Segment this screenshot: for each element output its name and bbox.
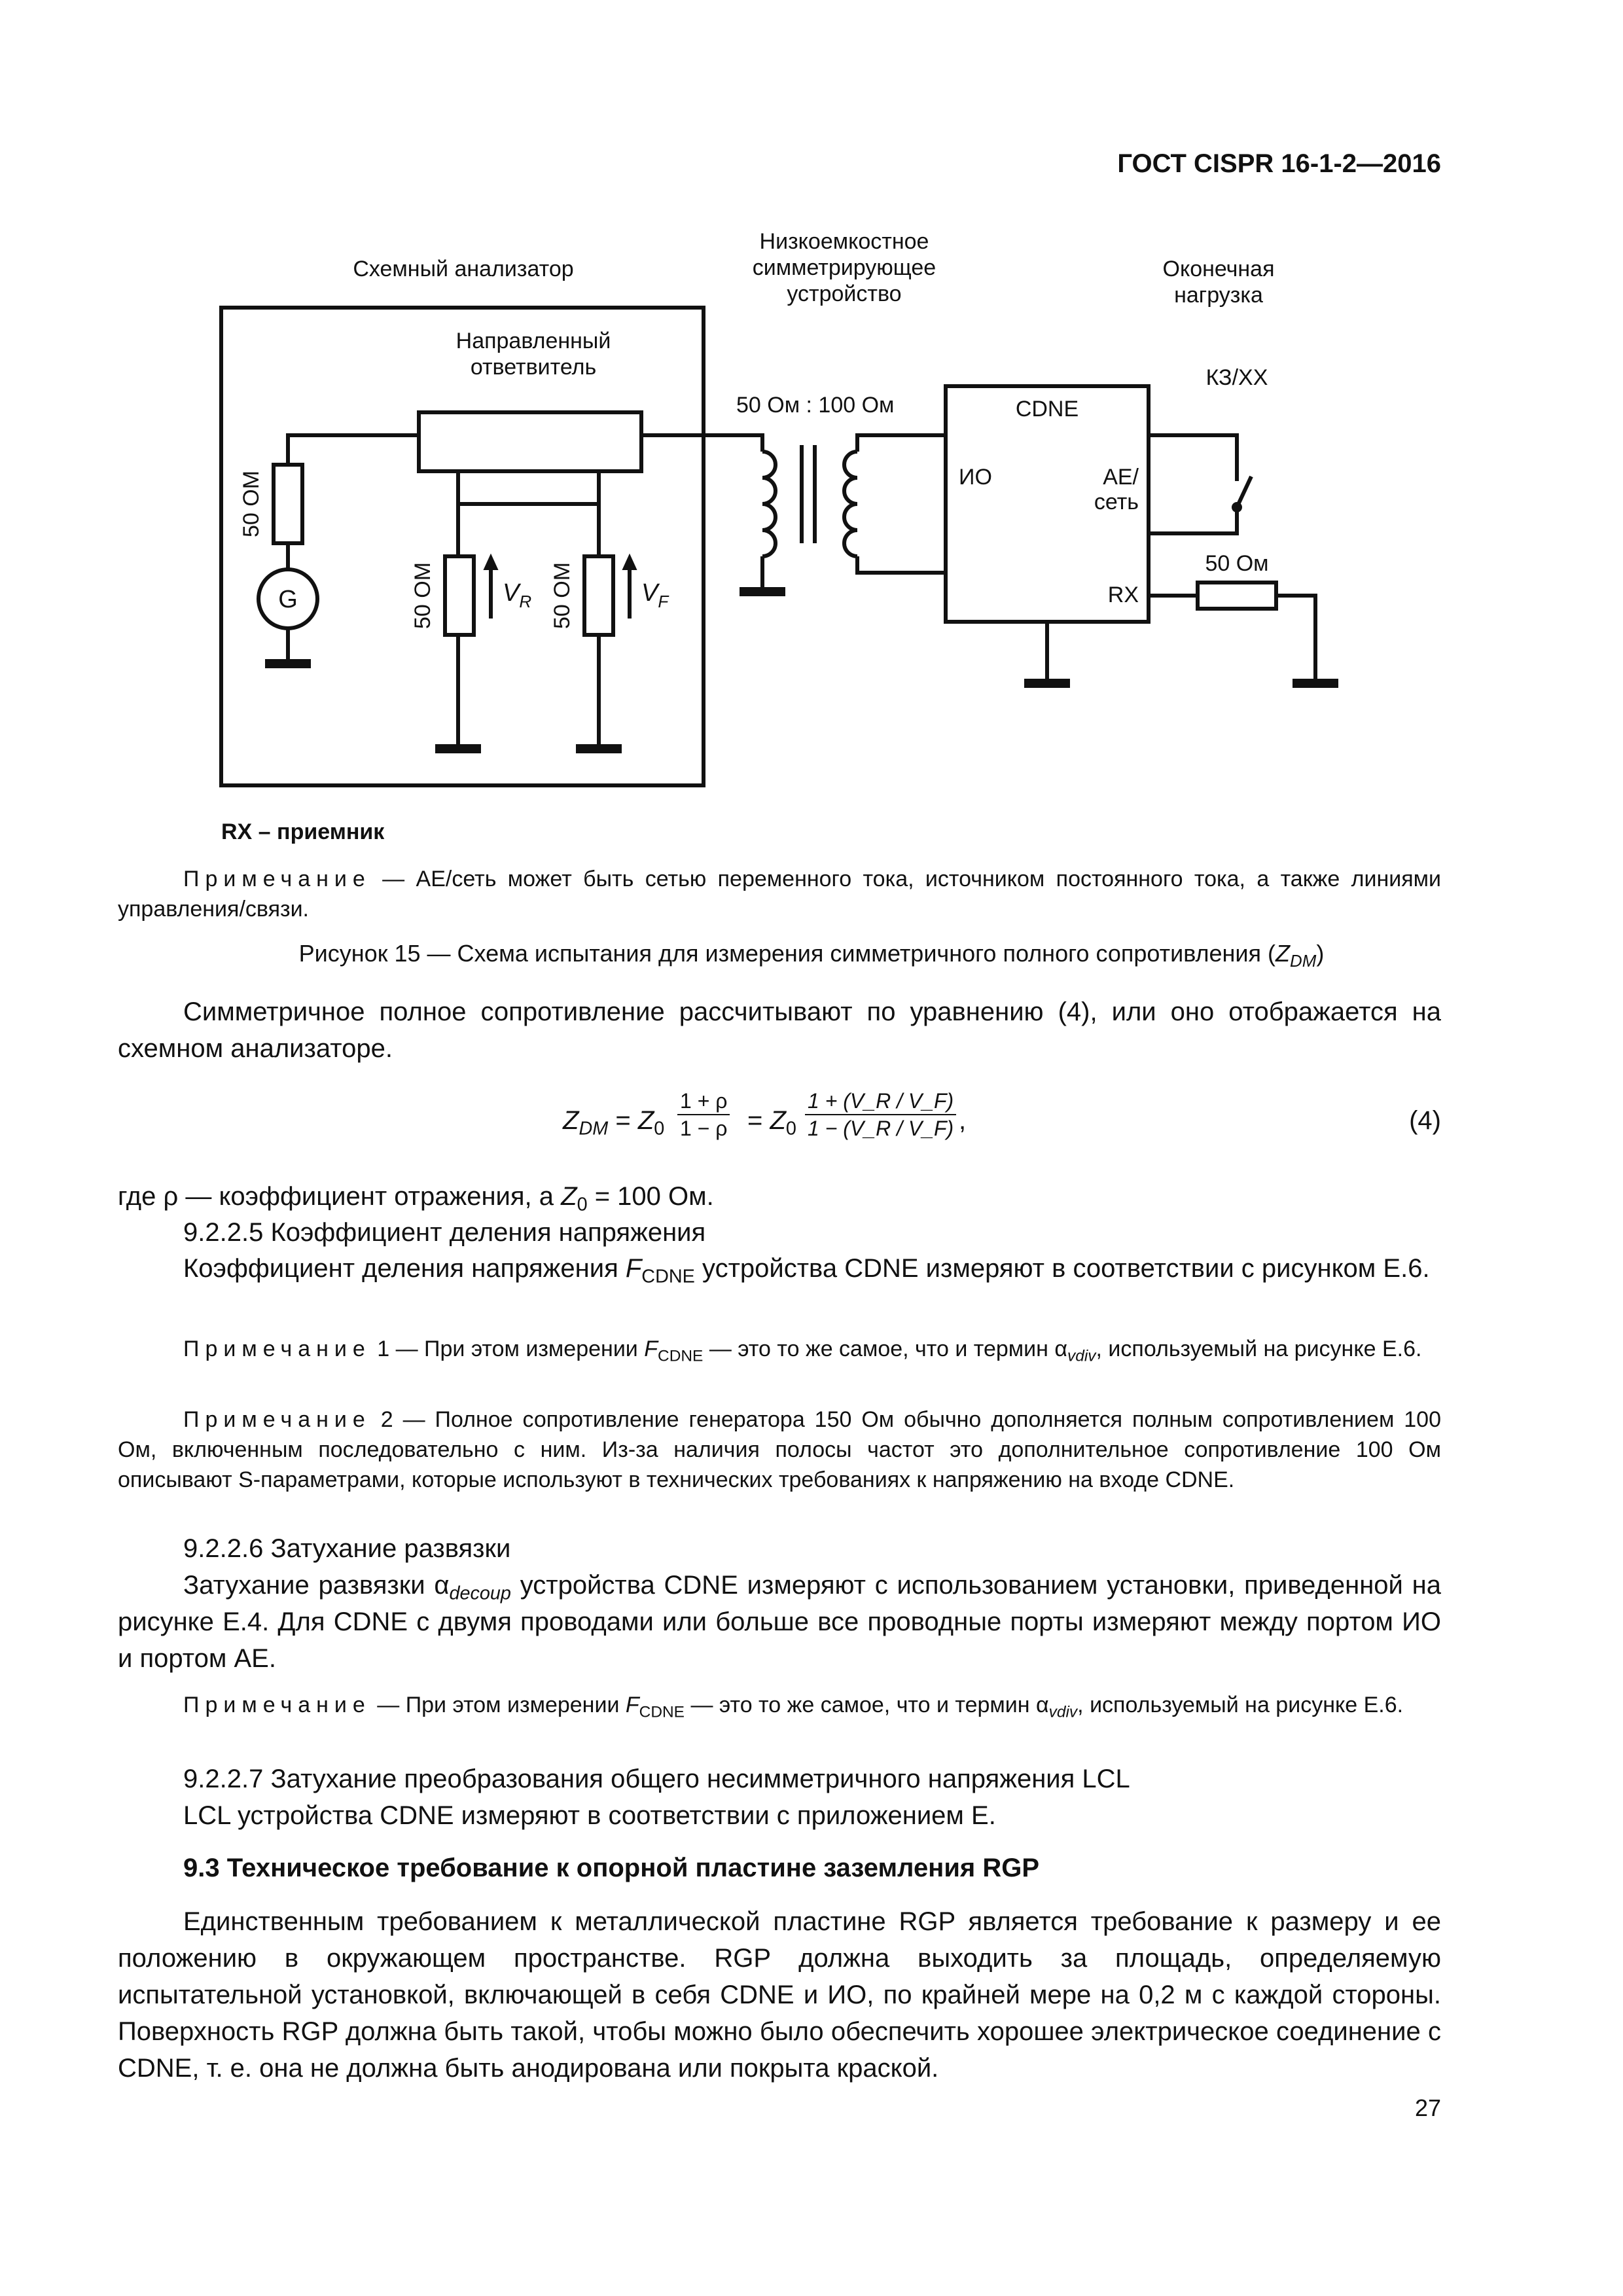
resistor-gen [274, 465, 302, 543]
document-id: ГОСТ CISPR 16-1-2—2016 [1117, 149, 1441, 178]
network-analyzer-frame [221, 308, 704, 785]
directional-coupler [419, 412, 641, 471]
equation-4: $Z_{DM} = Z_0$ $\frac{1 + \rho}{1 - \rho}$ = $Z_0$ $\frac{1 + (V\_R / V\_F)}{1 - (V\_R / V\_F)}$ , [563, 1089, 967, 1140]
paragraph-9227: LCL устройства CDNE измеряют в соответствии с приложением Е. [183, 1801, 996, 1830]
paragraph-9226: Затухание развязки $\alpha_{decoup}$ устройства CDNE измеряют с использованием установки, приведенной на рисунке Е.4. Для CDNE с двумя проводами или больше все проводные порты измеряют между портом ИО и портом АЕ. [118, 1571, 1441, 1673]
label-balun-2: симметрирующее [752, 255, 936, 280]
label-balun-1: Низкоемкостное [759, 229, 929, 254]
paragraph-93: Единственным требованием к металлической пластине RGP является требование к размеру и ее положению в окружающем пространстве. RGP должна выходить за площадь, определяемую испытательной установкой, включающей в себя CDNE и ИО, по крайней мере на 0,2 м с каждой стороны. Поверхность RGP должна быть такой, чтобы можно было обеспечить хорошее электрическое соединение с CDNE, т. е. она не должна быть анодирована или покрыта краской. [118, 1907, 1441, 2083]
label-vr: V [503, 579, 520, 607]
equation-number: (4) [1409, 1106, 1441, 1135]
paragraph-9225: Коэффициент деления напряжения $F_{CDNE}$ устройства CDNE измеряют в соответствии с рисунком Е.6. [183, 1254, 1430, 1287]
figure-note: Примечание — АЕ/сеть может быть сетью переменного тока, источником постоянного тока, а также линиями управления/связи. [118, 867, 1441, 922]
figure-legend: RX – приемник [221, 819, 385, 844]
label-r50-load: 50 Ом [1205, 551, 1269, 576]
label-network-analyzer: Схемный анализатор [353, 257, 574, 281]
test-setup-diagram [0, 0, 1623, 864]
paragraph-where: где ρ — коэффициент отражения, а $Z_0 = 100$ Ом. [118, 1182, 714, 1215]
label-termination-2: нагрузка [1174, 283, 1263, 308]
label-io: ИО [959, 465, 992, 490]
note-9225-2: Примечание 2 — Полное сопротивление генератора 150 Ом обычно дополняется полным сопротивлением 100 Ом, включенным последовательно с ним. Из-за наличия полосы частот это дополнительное сопротивление 100 Ом описывают S-параметрами, которые используют в технических требованиях к напряжению на входе CDNE. [118, 1407, 1441, 1492]
label-termination-1: Оконечная [1162, 257, 1275, 281]
label-rx: RX [1107, 583, 1139, 607]
balun-secondary [844, 452, 857, 556]
paragraph-zdm: Симметричное полное сопротивление рассчитывают по уравнению (4), или оно отображается на схемном анализаторе. [118, 997, 1441, 1063]
heading-9225: 9.2.2.5 Коэффициент деления напряжения [183, 1218, 706, 1247]
svg-text:VF [641, 579, 669, 611]
label-r50-gen: 50 ОМ [239, 470, 264, 538]
label-cdne: CDNE [1015, 397, 1079, 422]
heading-9226: 9.2.2.6 Затухание развязки [183, 1534, 511, 1563]
label-short-open: КЗ/ХХ [1205, 365, 1268, 390]
label-coupler-1: Направленный [455, 329, 611, 353]
heading-9227: 9.2.2.7 Затухание преобразования общего несимметричного напряжения LCL [183, 1765, 1130, 1793]
resistor-vr [445, 556, 474, 635]
label-ratio: 50 Ом : 100 Ом [736, 393, 895, 418]
svg-text:VR [503, 579, 531, 611]
note-9226: Примечание — При этом измерении $F_{CDNE}$ — это то же самое, что и термин $\alpha_{vdiv}$, используемый на рисунке Е.6. [183, 1693, 1404, 1721]
label-coupler-2: ответвитель [470, 355, 597, 380]
note-9225-1: Примечание 1 — При этом измерении $F_{CDNE}$ — это то же самое, что и термин $\alpha_{vdiv}$, используемый на рисунке Е.6. [183, 1336, 1422, 1365]
balun-primary [762, 452, 776, 556]
label-vf: V [641, 579, 658, 607]
resistor-load [1198, 583, 1276, 609]
wire-gen-top [288, 435, 419, 465]
figure-caption: Рисунок 15 — Схема испытания для измерения симметричного полного сопротивления $(Z_{DM})$ [298, 940, 1325, 971]
label-ae-2: сеть [1094, 490, 1139, 514]
heading-93: 9.3 Техническое требование к опорной пластине заземления RGP [183, 1854, 1040, 1882]
label-r50-vr: 50 ОМ [410, 562, 435, 630]
label-vr-sub: R [519, 592, 532, 611]
resistor-vf [584, 556, 613, 635]
label-balun-3: устройство [787, 281, 902, 306]
label-ae-1: АЕ/ [1103, 465, 1139, 490]
label-generator: G [278, 586, 298, 613]
page-number: 27 [1414, 2094, 1441, 2121]
label-r50-vf: 50 ОМ [550, 562, 575, 630]
label-vf-sub: F [658, 592, 669, 611]
